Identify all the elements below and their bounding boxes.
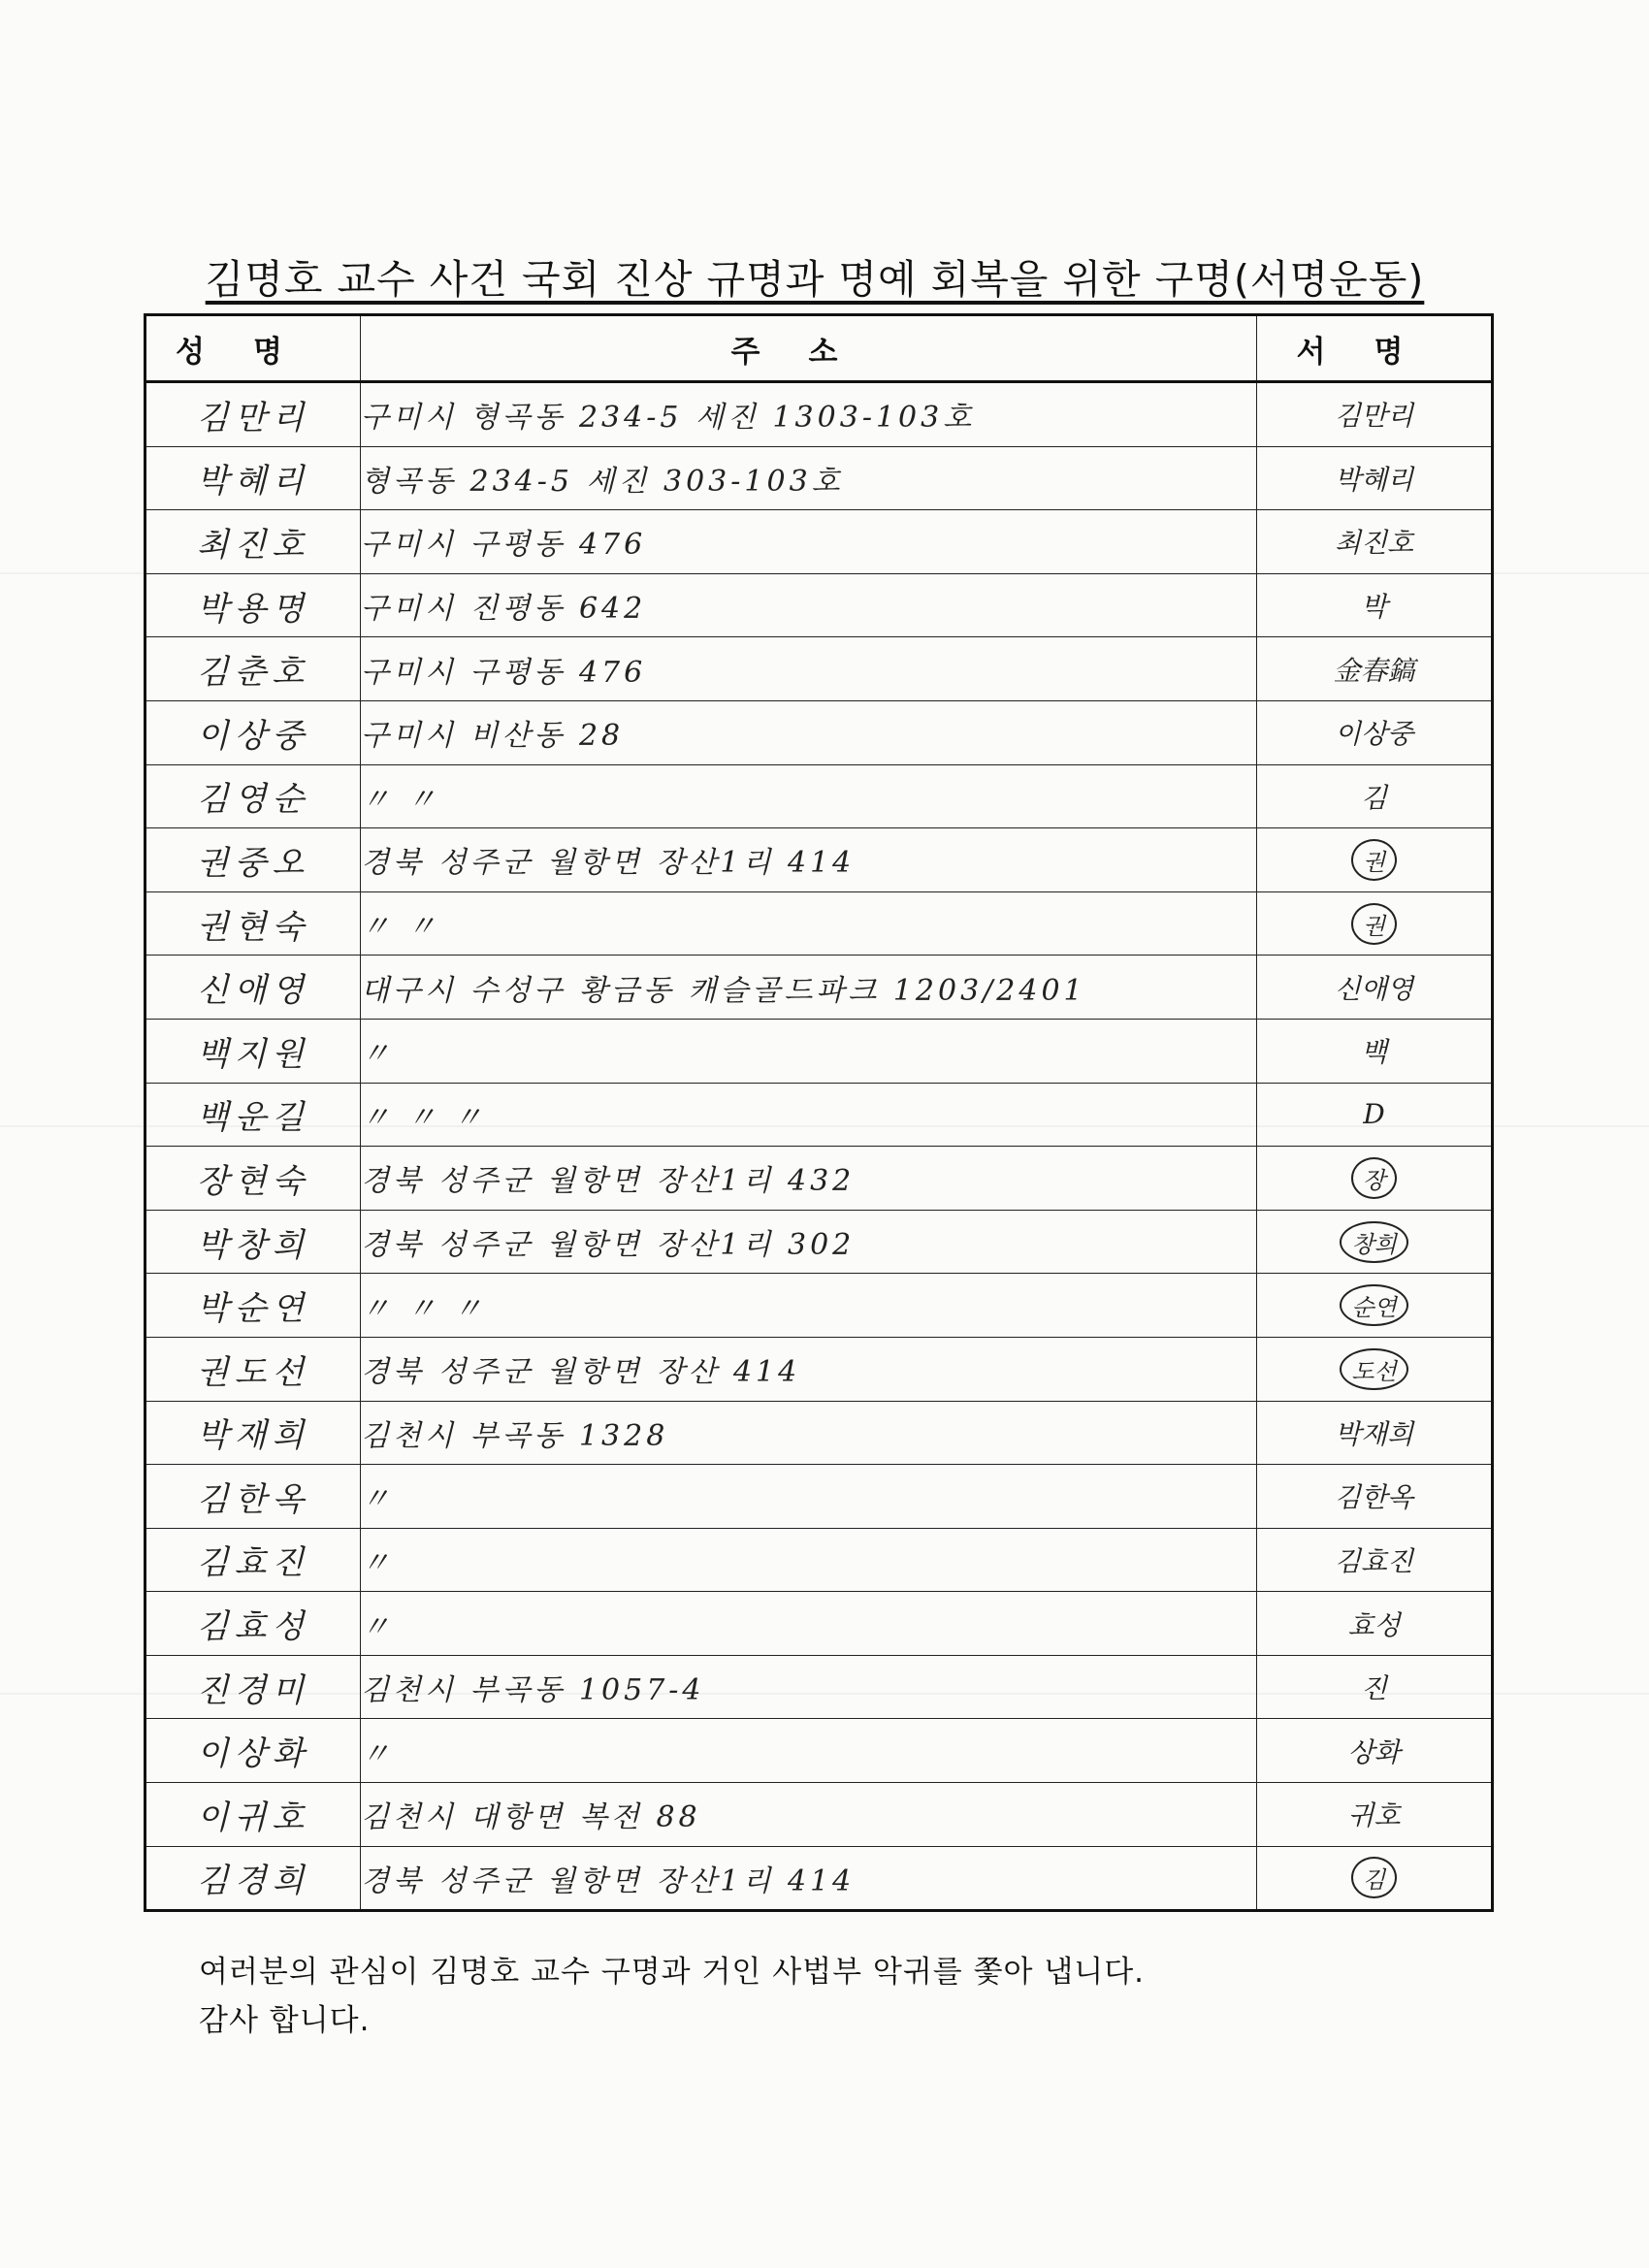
signer-signature: 金春鎬	[1257, 637, 1493, 701]
signer-signature	[1257, 1846, 1493, 1911]
signer-name: 김영순	[146, 764, 361, 828]
table-row	[146, 700, 1493, 764]
signer-signature	[1257, 828, 1493, 892]
signature-seal: 김	[1351, 1857, 1397, 1898]
signature-seal: 권	[1351, 903, 1397, 945]
signer-address: 〃	[361, 1592, 1257, 1656]
signer-address: 〃	[361, 1719, 1257, 1783]
signer-signature	[1257, 1274, 1493, 1338]
signer-address: 대구시 수성구 황금동 캐슬골드파크 1203/2401	[361, 956, 1257, 1020]
footer-line-2: 감사 합니다.	[199, 2003, 371, 2038]
table-row	[146, 956, 1493, 1020]
signature-seal: 도선	[1340, 1348, 1407, 1390]
signer-address: 구미시 구평동 476	[361, 510, 1257, 574]
signer-name: 박혜리	[146, 446, 361, 510]
signer-address: 경북 성주군 월항면 장산 414	[361, 1337, 1257, 1401]
table-row	[146, 764, 1493, 828]
footer-line-1: 여러분의 관심이 김명호 교수 구명과 거인 사법부 악귀를 쫓아 냅니다.	[199, 1955, 1146, 1990]
signer-name: 김효진	[146, 1528, 361, 1592]
signer-address: 〃 〃 〃	[361, 1083, 1257, 1147]
signer-signature: 귀호	[1257, 1783, 1493, 1847]
signer-name: 이귀호	[146, 1783, 361, 1847]
signer-signature: 김효진	[1257, 1528, 1493, 1592]
signer-signature	[1257, 1210, 1493, 1274]
table-row	[146, 446, 1493, 510]
signer-address: 경북 성주군 월항면 장산1리 414	[361, 828, 1257, 892]
signer-name: 백지원	[146, 1019, 361, 1083]
signer-address: 경북 성주군 월항면 장산1리 302	[361, 1210, 1257, 1274]
signer-address: 김천시 부곡동 1328	[361, 1401, 1257, 1465]
signer-signature: 상화	[1257, 1719, 1493, 1783]
signer-name: 장현숙	[146, 1147, 361, 1211]
signer-name: 신애영	[146, 956, 361, 1020]
signer-signature: 진	[1257, 1655, 1493, 1719]
signer-address: 〃 〃	[361, 891, 1257, 956]
signer-address: 〃 〃 〃	[361, 1274, 1257, 1338]
table-row	[146, 1019, 1493, 1083]
signer-signature: 신애영	[1257, 956, 1493, 1020]
signer-address: 〃	[361, 1019, 1257, 1083]
signer-address: 경북 성주군 월항면 장산1리 432	[361, 1147, 1257, 1211]
signer-name: 이상중	[146, 700, 361, 764]
table-row	[146, 1337, 1493, 1401]
table-row	[146, 573, 1493, 637]
signer-address: 구미시 비산동 28	[361, 700, 1257, 764]
table-row	[146, 1655, 1493, 1719]
table-row	[146, 1210, 1493, 1274]
signer-name: 권중오	[146, 828, 361, 892]
signer-name: 백운길	[146, 1083, 361, 1147]
signer-address: 김천시 부곡동 1057-4	[361, 1655, 1257, 1719]
signature-seal: 장	[1351, 1157, 1397, 1199]
signer-name: 박창희	[146, 1210, 361, 1274]
signer-signature: 최진호	[1257, 510, 1493, 574]
signature-seal: 창희	[1340, 1221, 1407, 1263]
signer-signature: D	[1257, 1083, 1493, 1147]
signature-rows	[146, 382, 1493, 1911]
table-row	[146, 1528, 1493, 1592]
table-row	[146, 1592, 1493, 1656]
signature-seal: 권	[1351, 839, 1397, 881]
table-row	[146, 1401, 1493, 1465]
header-name: 성명	[146, 315, 361, 382]
signer-name: 최진호	[146, 510, 361, 574]
signature-table	[144, 313, 1494, 1912]
table-row	[146, 828, 1493, 892]
table-row	[146, 510, 1493, 574]
table-row	[146, 1783, 1493, 1847]
signer-signature: 김한옥	[1257, 1465, 1493, 1529]
signer-address: 형곡동 234-5 세진 303-103호	[361, 446, 1257, 510]
table-row	[146, 1147, 1493, 1211]
signature-seal: 순연	[1340, 1284, 1407, 1326]
signer-signature	[1257, 891, 1493, 956]
signer-signature: 박재희	[1257, 1401, 1493, 1465]
document-title: 김명호 교수 사건 국회 진상 규명과 명예 회복을 위한 구명(서명운동)	[205, 256, 1425, 303]
signer-name: 김경희	[146, 1846, 361, 1911]
signer-address: 구미시 구평동 476	[361, 637, 1257, 701]
signer-signature	[1257, 1337, 1493, 1401]
table-header-row	[146, 315, 1493, 382]
signer-signature: 박	[1257, 573, 1493, 637]
signer-name: 김춘호	[146, 637, 361, 701]
signer-address: 구미시 형곡동 234-5 세진 1303-103호	[361, 382, 1257, 447]
signer-name: 이상화	[146, 1719, 361, 1783]
table-row	[146, 891, 1493, 956]
signer-name: 박순연	[146, 1274, 361, 1338]
signer-signature: 효성	[1257, 1592, 1493, 1656]
table-row	[146, 1274, 1493, 1338]
signer-name: 권현숙	[146, 891, 361, 956]
signer-name: 권도선	[146, 1337, 361, 1401]
signer-address: 경북 성주군 월항면 장산1리 414	[361, 1846, 1257, 1911]
signer-address: 〃 〃	[361, 764, 1257, 828]
signer-signature: 박혜리	[1257, 446, 1493, 510]
signer-signature: 이상중	[1257, 700, 1493, 764]
table-row	[146, 637, 1493, 701]
signer-name: 박재희	[146, 1401, 361, 1465]
signer-signature	[1257, 1147, 1493, 1211]
header-signature: 서명	[1257, 315, 1493, 382]
header-address: 주소	[361, 315, 1257, 382]
signer-signature: 김만리	[1257, 382, 1493, 447]
signer-name: 김한옥	[146, 1465, 361, 1529]
signer-signature: 백	[1257, 1019, 1493, 1083]
signer-signature: 김	[1257, 764, 1493, 828]
signer-name: 박용명	[146, 573, 361, 637]
signer-address: 〃	[361, 1465, 1257, 1529]
signer-name: 진경미	[146, 1655, 361, 1719]
table-row	[146, 1719, 1493, 1783]
table-row	[146, 1846, 1493, 1911]
signer-name: 김만리	[146, 382, 361, 447]
signer-address: 김천시 대항면 복전 88	[361, 1783, 1257, 1847]
table-row	[146, 382, 1493, 447]
signer-address: 〃	[361, 1528, 1257, 1592]
table-row	[146, 1083, 1493, 1147]
footer-message	[199, 1948, 1145, 2045]
signer-name: 김효성	[146, 1592, 361, 1656]
table-row	[146, 1465, 1493, 1529]
signer-address: 구미시 진평동 642	[361, 573, 1257, 637]
